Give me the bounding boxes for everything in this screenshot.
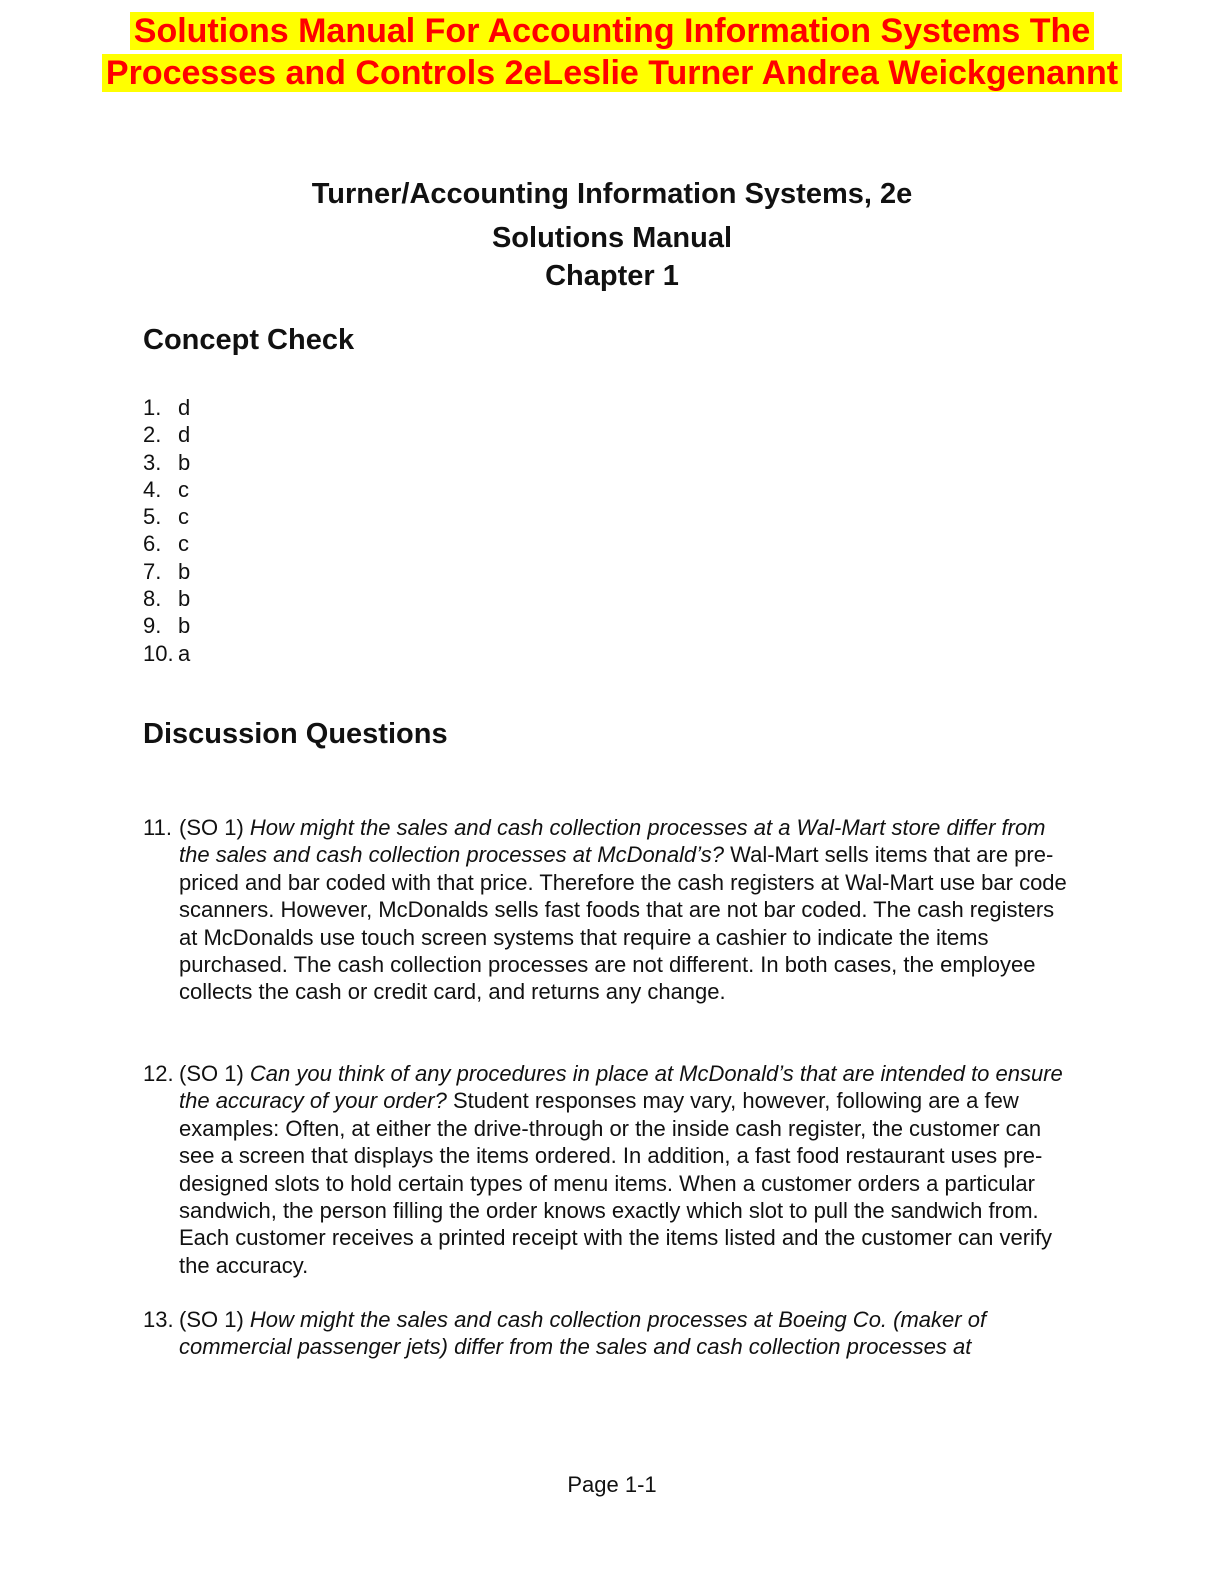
answer-number: 3. <box>143 449 162 475</box>
answer-item <box>143 558 190 585</box>
answer-number: 10. <box>143 640 174 666</box>
answer-number: 2. <box>143 422 162 448</box>
banner-line-2: Processes and Controls 2eLeslie Turner Andrea Weickgenannt <box>102 54 1122 92</box>
answer-text: Wal-Mart sells items that are pre-priced and bar coded with that price. Therefore the cash registers at Wal-Mart use bar code scanners. However, McDonalds sells fast foods that are not bar coded. The cash registers at McDonalds use touch screen systems that require a cashier to indicate the items purchased. The cash collection processes are not different. In both cases, the employee collects the cash or credit card, and returns any change. <box>179 842 1067 1005</box>
banner-line-1: Solutions Manual For Accounting Information Systems The <box>130 12 1094 50</box>
answer-item <box>143 612 190 639</box>
question-text: Can you think of any procedures in place at McDonald’s that are intended to ensure the accuracy of your order? <box>179 1061 1063 1114</box>
learning-objective: (SO 1) <box>179 815 244 840</box>
answer-item <box>143 585 190 612</box>
manual-title: Solutions Manual <box>491 222 733 254</box>
concept-check-answers <box>143 394 190 667</box>
discussion-question <box>143 1060 1073 1279</box>
page-number: Page 1-1 <box>567 1472 657 1497</box>
answer-letter: c <box>178 476 189 502</box>
learning-objective: (SO 1) <box>179 1061 244 1086</box>
answer-letter: b <box>178 449 191 475</box>
question-text: How might the sales and cash collection processes at a Wal-Mart store differ from the sales and cash collection processes at McDonald’s? <box>179 815 1046 868</box>
answer-item <box>143 503 190 530</box>
answer-item <box>143 449 190 476</box>
answer-number: 1. <box>143 395 162 420</box>
answer-number: 8. <box>143 586 162 612</box>
question-number: 12. <box>143 1061 174 1086</box>
answer-text: Student responses may vary, however, following are a few examples: Often, at either the drive-through or the inside cash register, the customer can see a screen that displays the items ordered. In addition, a fast food restaurant uses pre-designed slots to hold certain types of menu items. When a customer orders a particular sandwich, the person filling the order knows exactly which slot to pull the sandwich from. Each customer receives a printed receipt with the items listed and the customer can verify the accuracy. <box>179 1088 1053 1278</box>
answer-letter: d <box>178 395 191 420</box>
book-title: Turner/Accounting Information Systems, 2e <box>311 178 913 210</box>
answer-letter: a <box>178 640 191 666</box>
answer-item <box>143 421 190 448</box>
answer-letter: c <box>178 504 189 530</box>
discussion-questions-heading: Discussion Questions <box>143 718 448 750</box>
answer-letter: b <box>178 558 191 584</box>
question-number: 13. <box>143 1307 174 1332</box>
question-body <box>143 1060 1073 1279</box>
question-body <box>143 814 1073 1006</box>
chapter-title: Chapter 1 <box>545 260 679 292</box>
answer-number: 5. <box>143 504 162 530</box>
answer-letter: b <box>178 586 191 612</box>
answer-letter: d <box>178 422 191 448</box>
answer-letter: c <box>178 531 189 557</box>
question-text: How might the sales and cash collection processes at Boeing Co. (maker of commercial passenger jets) differ from the sales and cash collection processes at <box>179 1307 987 1360</box>
discussion-question <box>143 1306 1073 1361</box>
concept-check-heading: Concept Check <box>143 324 355 356</box>
answer-number: 9. <box>143 613 162 639</box>
question-body <box>143 1306 1073 1361</box>
learning-objective: (SO 1) <box>179 1307 244 1332</box>
answer-number: 6. <box>143 531 162 557</box>
answer-letter: b <box>178 613 191 639</box>
discussion-question <box>143 814 1073 1006</box>
question-number: 11. <box>143 815 172 840</box>
promo-banner <box>0 12 1224 96</box>
answer-number: 4. <box>143 476 162 502</box>
answer-item <box>143 530 190 557</box>
answer-item <box>143 640 190 667</box>
answer-item <box>143 476 190 503</box>
answer-item <box>143 394 190 421</box>
answer-number: 7. <box>143 558 162 584</box>
